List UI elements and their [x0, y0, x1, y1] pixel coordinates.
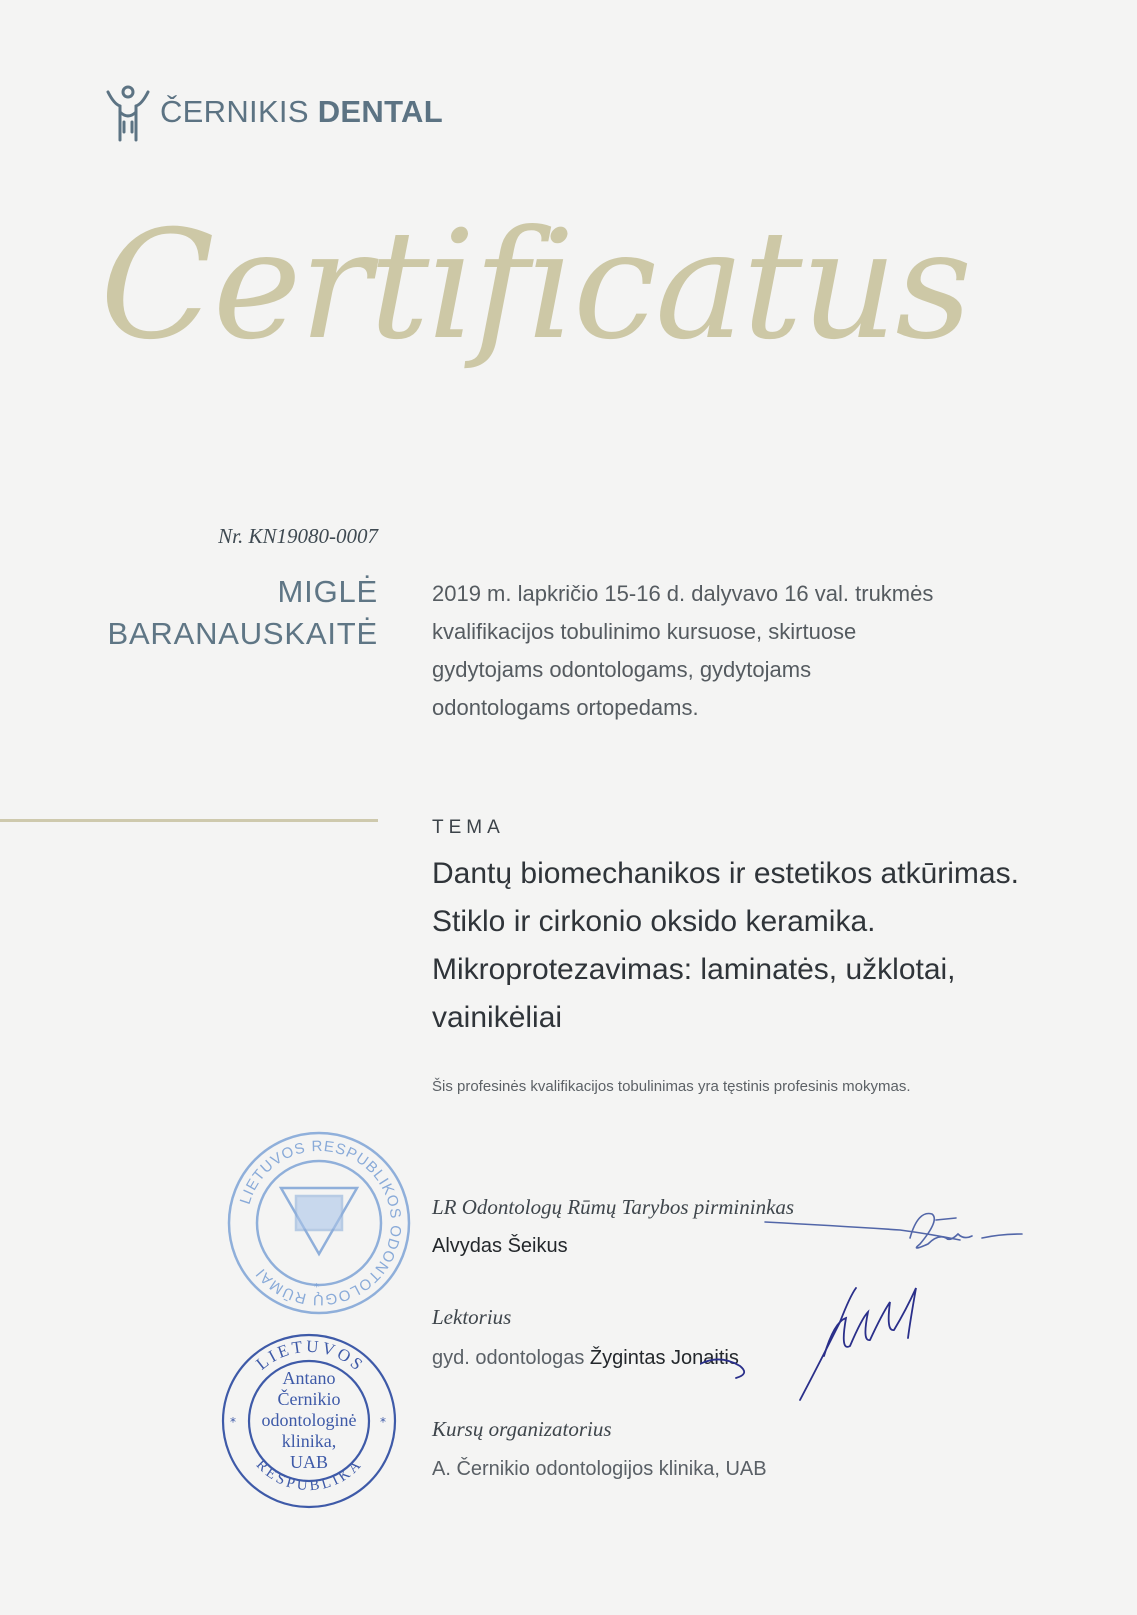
description-line: gydytojams odontologams, gydytojams	[432, 657, 812, 682]
signatory-role: Kursų organizatorius	[432, 1417, 612, 1441]
logo	[104, 82, 444, 146]
svg-text:odontologinė: odontologinė	[261, 1410, 357, 1430]
signatory-role: Lektorius	[432, 1305, 512, 1329]
topic-line: Mikroprotezavimas: laminatės, užklotai,	[432, 953, 956, 986]
svg-text:RESPUBLIKA: RESPUBLIKA	[252, 1455, 367, 1495]
divider	[0, 819, 378, 822]
chamber-stamp	[226, 1130, 412, 1316]
svg-text:*: *	[380, 1415, 386, 1429]
clinic-stamp	[220, 1332, 398, 1510]
signatory-role: LR Odontologų Rūmų Tarybos pirmininkas	[432, 1195, 795, 1219]
svg-text:klinika,: klinika,	[281, 1431, 337, 1451]
chairman-signature	[760, 1200, 1030, 1260]
topic	[432, 850, 1112, 1042]
topic-line: vainikėliai	[432, 1001, 563, 1034]
svg-text:UAB: UAB	[289, 1452, 329, 1472]
svg-text:Černikio: Černikio	[277, 1389, 341, 1409]
brand-name: ČERNIKIS DENTAL	[160, 94, 443, 129]
signatory-name: gyd. odontologas Žygintas Jonaitis	[432, 1347, 739, 1369]
recipient-last-name: BARANAUSKAITĖ	[107, 616, 378, 651]
topic-line: Dantų biomechanikos ir estetikos atkūrimas.	[432, 857, 1019, 890]
course-description	[432, 575, 1032, 727]
svg-text:*: *	[230, 1415, 236, 1429]
topic-label: TEMA	[432, 817, 505, 838]
svg-text:*: *	[314, 1282, 319, 1293]
svg-text:Antano: Antano	[282, 1368, 336, 1388]
lecturer-signature	[700, 1282, 960, 1402]
signatory-name: Alvydas Šeikus	[432, 1235, 568, 1257]
continuing-education-note: Šis profesinės kvalifikacijos tobulinimas yra tęstinis profesinis mokymas.	[432, 1078, 911, 1095]
figure-icon	[104, 82, 152, 144]
recipient-first-name: MIGLĖ	[277, 574, 378, 609]
description-line: odontologams ortopedams.	[432, 695, 699, 720]
certificate-number: Nr. KN19080-0007	[218, 524, 378, 548]
svg-text:LIETUVOS: LIETUVOS	[252, 1336, 369, 1376]
topic-line: Stiklo ir cirkonio oksido keramika.	[432, 905, 876, 938]
description-line: kvalifikacijos tobulinimo kursuose, skirtuose	[432, 619, 857, 644]
stamp-ring-text: LIETUVOS RESPUBLIKOS ODONTOLOGŲ RŪMAI	[236, 1137, 405, 1309]
signatory-name: A. Černikio odontologijos klinika, UAB	[432, 1458, 767, 1480]
description-line: 2019 m. lapkričio 15-16 d. dalyvavo 16 val. trukmės	[432, 581, 934, 606]
certificate-title: Certificatus	[100, 199, 971, 373]
